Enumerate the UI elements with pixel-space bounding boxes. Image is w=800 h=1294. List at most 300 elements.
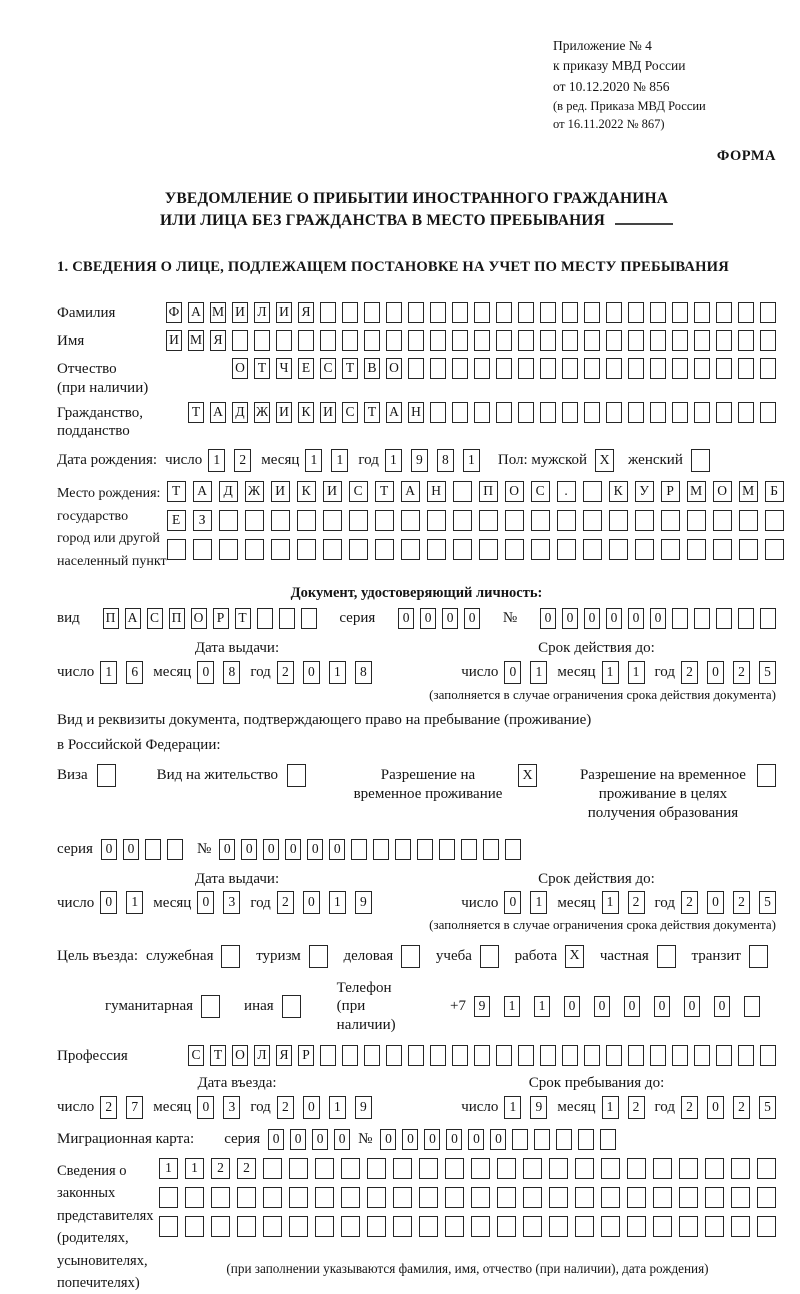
char-cell[interactable]: [512, 1129, 528, 1150]
char-cell[interactable]: [452, 330, 468, 351]
char-cell[interactable]: [609, 510, 628, 531]
char-cell[interactable]: [349, 510, 368, 531]
char-cell[interactable]: [496, 330, 512, 351]
char-cell[interactable]: [731, 1187, 750, 1208]
char-cell[interactable]: [430, 302, 446, 323]
char-cell[interactable]: Н: [408, 402, 424, 423]
char-cell[interactable]: [653, 1187, 672, 1208]
char-cell[interactable]: С: [349, 481, 368, 502]
char-cell[interactable]: [393, 1187, 412, 1208]
char-cell[interactable]: А: [193, 481, 212, 502]
char-cell[interactable]: 1: [530, 891, 547, 914]
purpose-rabota-checkbox[interactable]: X: [565, 945, 584, 968]
char-cell[interactable]: 2: [733, 891, 750, 914]
char-cell[interactable]: 0: [464, 608, 480, 629]
char-cell[interactable]: [739, 539, 758, 560]
char-cell[interactable]: [523, 1158, 542, 1179]
char-cell[interactable]: [496, 1045, 512, 1066]
char-cell[interactable]: 1: [385, 449, 402, 472]
char-cell[interactable]: П: [103, 608, 119, 629]
char-cell[interactable]: [320, 302, 336, 323]
char-cell[interactable]: [518, 358, 534, 379]
char-cell[interactable]: [439, 839, 455, 860]
char-cell[interactable]: [650, 330, 666, 351]
char-cell[interactable]: И: [232, 302, 248, 323]
char-cell[interactable]: [562, 302, 578, 323]
char-cell[interactable]: Т: [167, 481, 186, 502]
char-cell[interactable]: 0: [564, 996, 580, 1017]
char-cell[interactable]: [453, 481, 472, 502]
char-cell[interactable]: [606, 302, 622, 323]
char-cell[interactable]: И: [271, 481, 290, 502]
char-cell[interactable]: Е: [167, 510, 186, 531]
char-cell[interactable]: [323, 539, 342, 560]
char-cell[interactable]: 1: [602, 1096, 619, 1119]
char-cell[interactable]: 5: [759, 661, 776, 684]
char-cell[interactable]: [583, 539, 602, 560]
char-cell[interactable]: [211, 1216, 230, 1237]
purpose-turizm-checkbox[interactable]: [309, 945, 328, 968]
char-cell[interactable]: [584, 1045, 600, 1066]
purpose-tranzit-checkbox[interactable]: [749, 945, 768, 968]
char-cell[interactable]: [471, 1187, 490, 1208]
char-cell[interactable]: Т: [235, 608, 251, 629]
char-cell[interactable]: [289, 1216, 308, 1237]
char-cell[interactable]: К: [297, 481, 316, 502]
char-cell[interactable]: 2: [211, 1158, 230, 1179]
char-cell[interactable]: 0: [101, 839, 117, 860]
char-cell[interactable]: 5: [759, 1096, 776, 1119]
char-cell[interactable]: [496, 402, 512, 423]
char-cell[interactable]: П: [479, 481, 498, 502]
char-cell[interactable]: [419, 1187, 438, 1208]
char-cell[interactable]: [505, 839, 521, 860]
char-cell[interactable]: [694, 358, 710, 379]
char-cell[interactable]: У: [635, 481, 654, 502]
char-cell[interactable]: 0: [562, 608, 578, 629]
char-cell[interactable]: 7: [126, 1096, 143, 1119]
char-cell[interactable]: [254, 330, 270, 351]
char-cell[interactable]: [628, 358, 644, 379]
char-cell[interactable]: [497, 1158, 516, 1179]
char-cell[interactable]: [263, 1158, 282, 1179]
char-cell[interactable]: [349, 539, 368, 560]
char-cell[interactable]: 0: [654, 996, 670, 1017]
char-cell[interactable]: А: [386, 402, 402, 423]
char-cell[interactable]: Ж: [245, 481, 264, 502]
char-cell[interactable]: [523, 1187, 542, 1208]
char-cell[interactable]: [716, 330, 732, 351]
char-cell[interactable]: [430, 1045, 446, 1066]
char-cell[interactable]: 2: [277, 1096, 294, 1119]
char-cell[interactable]: [263, 1216, 282, 1237]
char-cell[interactable]: [601, 1187, 620, 1208]
char-cell[interactable]: [452, 358, 468, 379]
char-cell[interactable]: [342, 302, 358, 323]
char-cell[interactable]: [694, 608, 710, 629]
char-cell[interactable]: [453, 539, 472, 560]
char-cell[interactable]: [474, 1045, 490, 1066]
char-cell[interactable]: 2: [277, 891, 294, 914]
char-cell[interactable]: З: [193, 510, 212, 531]
char-cell[interactable]: [738, 330, 754, 351]
char-cell[interactable]: 0: [290, 1129, 306, 1150]
char-cell[interactable]: [760, 330, 776, 351]
char-cell[interactable]: [453, 510, 472, 531]
char-cell[interactable]: П: [169, 608, 185, 629]
char-cell[interactable]: [687, 510, 706, 531]
char-cell[interactable]: 0: [504, 891, 521, 914]
char-cell[interactable]: М: [188, 330, 204, 351]
char-cell[interactable]: 0: [197, 891, 214, 914]
char-cell[interactable]: [557, 539, 576, 560]
char-cell[interactable]: Ж: [254, 402, 270, 423]
char-cell[interactable]: [386, 302, 402, 323]
char-cell[interactable]: [606, 330, 622, 351]
char-cell[interactable]: [276, 330, 292, 351]
char-cell[interactable]: [653, 1158, 672, 1179]
char-cell[interactable]: [497, 1187, 516, 1208]
char-cell[interactable]: И: [323, 481, 342, 502]
char-cell[interactable]: [430, 402, 446, 423]
char-cell[interactable]: [606, 1045, 622, 1066]
temp-residence-edu-checkbox[interactable]: [757, 764, 776, 787]
char-cell[interactable]: [716, 1045, 732, 1066]
char-cell[interactable]: [540, 302, 556, 323]
char-cell[interactable]: 0: [490, 1129, 506, 1150]
char-cell[interactable]: 0: [684, 996, 700, 1017]
char-cell[interactable]: [375, 539, 394, 560]
char-cell[interactable]: [672, 608, 688, 629]
char-cell[interactable]: [575, 1158, 594, 1179]
char-cell[interactable]: [556, 1129, 572, 1150]
char-cell[interactable]: Я: [210, 330, 226, 351]
char-cell[interactable]: С: [531, 481, 550, 502]
char-cell[interactable]: 8: [437, 449, 454, 472]
char-cell[interactable]: 0: [707, 891, 724, 914]
char-cell[interactable]: [661, 539, 680, 560]
char-cell[interactable]: [386, 1045, 402, 1066]
char-cell[interactable]: 0: [197, 661, 214, 684]
char-cell[interactable]: [531, 510, 550, 531]
char-cell[interactable]: [271, 539, 290, 560]
char-cell[interactable]: [315, 1187, 334, 1208]
char-cell[interactable]: М: [687, 481, 706, 502]
char-cell[interactable]: О: [232, 358, 248, 379]
char-cell[interactable]: [367, 1158, 386, 1179]
char-cell[interactable]: 0: [594, 996, 610, 1017]
char-cell[interactable]: [757, 1187, 776, 1208]
char-cell[interactable]: [408, 330, 424, 351]
char-cell[interactable]: М: [210, 302, 226, 323]
char-cell[interactable]: 0: [624, 996, 640, 1017]
char-cell[interactable]: С: [188, 1045, 204, 1066]
char-cell[interactable]: [367, 1216, 386, 1237]
char-cell[interactable]: [518, 330, 534, 351]
char-cell[interactable]: 0: [714, 996, 730, 1017]
char-cell[interactable]: 0: [268, 1129, 284, 1150]
char-cell[interactable]: 0: [424, 1129, 440, 1150]
char-cell[interactable]: А: [401, 481, 420, 502]
char-cell[interactable]: Ф: [166, 302, 182, 323]
char-cell[interactable]: 2: [100, 1096, 117, 1119]
char-cell[interactable]: [549, 1187, 568, 1208]
char-cell[interactable]: [373, 839, 389, 860]
char-cell[interactable]: [289, 1158, 308, 1179]
char-cell[interactable]: [738, 608, 754, 629]
char-cell[interactable]: К: [298, 402, 314, 423]
char-cell[interactable]: [232, 330, 248, 351]
char-cell[interactable]: [760, 302, 776, 323]
char-cell[interactable]: [628, 302, 644, 323]
char-cell[interactable]: [245, 539, 264, 560]
char-cell[interactable]: [497, 1216, 516, 1237]
char-cell[interactable]: [367, 1187, 386, 1208]
char-cell[interactable]: [505, 510, 524, 531]
char-cell[interactable]: [584, 402, 600, 423]
char-cell[interactable]: [219, 539, 238, 560]
char-cell[interactable]: .: [557, 481, 576, 502]
purpose-inaya-checkbox[interactable]: [282, 995, 301, 1018]
char-cell[interactable]: [534, 1129, 550, 1150]
char-cell[interactable]: [635, 510, 654, 531]
char-cell[interactable]: [351, 839, 367, 860]
char-cell[interactable]: [452, 1045, 468, 1066]
char-cell[interactable]: [650, 302, 666, 323]
char-cell[interactable]: [342, 1045, 358, 1066]
char-cell[interactable]: [760, 1045, 776, 1066]
char-cell[interactable]: 0: [584, 608, 600, 629]
char-cell[interactable]: [650, 1045, 666, 1066]
char-cell[interactable]: 0: [380, 1129, 396, 1150]
char-cell[interactable]: [716, 358, 732, 379]
char-cell[interactable]: Л: [254, 1045, 270, 1066]
char-cell[interactable]: [672, 402, 688, 423]
char-cell[interactable]: Р: [298, 1045, 314, 1066]
char-cell[interactable]: 8: [355, 661, 372, 684]
char-cell[interactable]: Я: [298, 302, 314, 323]
char-cell[interactable]: [461, 839, 477, 860]
char-cell[interactable]: [145, 839, 161, 860]
char-cell[interactable]: [575, 1216, 594, 1237]
char-cell[interactable]: [584, 302, 600, 323]
char-cell[interactable]: Т: [210, 1045, 226, 1066]
char-cell[interactable]: 2: [681, 1096, 698, 1119]
char-cell[interactable]: [562, 402, 578, 423]
char-cell[interactable]: Т: [364, 402, 380, 423]
char-cell[interactable]: [474, 302, 490, 323]
char-cell[interactable]: [627, 1216, 646, 1237]
char-cell[interactable]: [583, 510, 602, 531]
char-cell[interactable]: [716, 302, 732, 323]
purpose-chastnaya-checkbox[interactable]: [657, 945, 676, 968]
char-cell[interactable]: [731, 1158, 750, 1179]
char-cell[interactable]: [694, 302, 710, 323]
char-cell[interactable]: 2: [237, 1158, 256, 1179]
char-cell[interactable]: [417, 839, 433, 860]
char-cell[interactable]: [364, 1045, 380, 1066]
purpose-gumanitarnaya-checkbox[interactable]: [201, 995, 220, 1018]
char-cell[interactable]: [760, 402, 776, 423]
char-cell[interactable]: [760, 358, 776, 379]
char-cell[interactable]: [237, 1216, 256, 1237]
char-cell[interactable]: [518, 302, 534, 323]
char-cell[interactable]: [661, 510, 680, 531]
char-cell[interactable]: 1: [100, 661, 117, 684]
char-cell[interactable]: 5: [759, 891, 776, 914]
char-cell[interactable]: [531, 539, 550, 560]
char-cell[interactable]: С: [147, 608, 163, 629]
char-cell[interactable]: 0: [303, 1096, 320, 1119]
char-cell[interactable]: 2: [733, 1096, 750, 1119]
char-cell[interactable]: [601, 1158, 620, 1179]
char-cell[interactable]: 0: [606, 608, 622, 629]
char-cell[interactable]: [471, 1216, 490, 1237]
char-cell[interactable]: [716, 402, 732, 423]
char-cell[interactable]: А: [188, 302, 204, 323]
char-cell[interactable]: [445, 1158, 464, 1179]
char-cell[interactable]: [518, 402, 534, 423]
char-cell[interactable]: [562, 358, 578, 379]
char-cell[interactable]: 0: [707, 1096, 724, 1119]
char-cell[interactable]: Р: [661, 481, 680, 502]
char-cell[interactable]: [297, 510, 316, 531]
char-cell[interactable]: [672, 358, 688, 379]
char-cell[interactable]: [549, 1158, 568, 1179]
char-cell[interactable]: [765, 510, 784, 531]
char-cell[interactable]: [705, 1158, 724, 1179]
char-cell[interactable]: [650, 358, 666, 379]
char-cell[interactable]: 0: [219, 839, 235, 860]
char-cell[interactable]: [342, 330, 358, 351]
char-cell[interactable]: 0: [312, 1129, 328, 1150]
char-cell[interactable]: [298, 330, 314, 351]
char-cell[interactable]: 1: [463, 449, 480, 472]
char-cell[interactable]: [323, 510, 342, 531]
char-cell[interactable]: [483, 839, 499, 860]
char-cell[interactable]: В: [364, 358, 380, 379]
char-cell[interactable]: 1: [208, 449, 225, 472]
char-cell[interactable]: 3: [223, 1096, 240, 1119]
char-cell[interactable]: 0: [442, 608, 458, 629]
char-cell[interactable]: [386, 330, 402, 351]
temp-residence-checkbox[interactable]: X: [518, 764, 537, 787]
char-cell[interactable]: [401, 539, 420, 560]
char-cell[interactable]: 0: [707, 661, 724, 684]
char-cell[interactable]: 0: [307, 839, 323, 860]
char-cell[interactable]: 0: [446, 1129, 462, 1150]
char-cell[interactable]: [679, 1158, 698, 1179]
residence-permit-checkbox[interactable]: [287, 764, 306, 787]
char-cell[interactable]: [159, 1216, 178, 1237]
char-cell[interactable]: [219, 510, 238, 531]
sex-female-checkbox[interactable]: [691, 449, 710, 472]
char-cell[interactable]: [263, 1187, 282, 1208]
char-cell[interactable]: [301, 608, 317, 629]
char-cell[interactable]: 0: [241, 839, 257, 860]
char-cell[interactable]: К: [609, 481, 628, 502]
char-cell[interactable]: [765, 539, 784, 560]
char-cell[interactable]: [430, 358, 446, 379]
char-cell[interactable]: 9: [411, 449, 428, 472]
char-cell[interactable]: Т: [342, 358, 358, 379]
char-cell[interactable]: [713, 510, 732, 531]
char-cell[interactable]: [471, 1158, 490, 1179]
char-cell[interactable]: [687, 539, 706, 560]
char-cell[interactable]: [505, 539, 524, 560]
char-cell[interactable]: [713, 539, 732, 560]
char-cell[interactable]: [185, 1187, 204, 1208]
char-cell[interactable]: О: [713, 481, 732, 502]
char-cell[interactable]: Р: [213, 608, 229, 629]
char-cell[interactable]: И: [276, 402, 292, 423]
char-cell[interactable]: [408, 358, 424, 379]
char-cell[interactable]: И: [166, 330, 182, 351]
char-cell[interactable]: 1: [329, 1096, 346, 1119]
char-cell[interactable]: [320, 1045, 336, 1066]
char-cell[interactable]: А: [210, 402, 226, 423]
char-cell[interactable]: 0: [123, 839, 139, 860]
char-cell[interactable]: [760, 608, 776, 629]
char-cell[interactable]: 1: [628, 661, 645, 684]
char-cell[interactable]: 0: [329, 839, 345, 860]
char-cell[interactable]: [738, 358, 754, 379]
char-cell[interactable]: [628, 1045, 644, 1066]
char-cell[interactable]: 0: [303, 891, 320, 914]
char-cell[interactable]: И: [320, 402, 336, 423]
char-cell[interactable]: [744, 996, 760, 1017]
char-cell[interactable]: 0: [285, 839, 301, 860]
char-cell[interactable]: 2: [681, 891, 698, 914]
char-cell[interactable]: [496, 358, 512, 379]
char-cell[interactable]: 1: [534, 996, 550, 1017]
char-cell[interactable]: 0: [197, 1096, 214, 1119]
char-cell[interactable]: 9: [530, 1096, 547, 1119]
char-cell[interactable]: [694, 330, 710, 351]
char-cell[interactable]: [523, 1216, 542, 1237]
char-cell[interactable]: Е: [298, 358, 314, 379]
char-cell[interactable]: [672, 302, 688, 323]
char-cell[interactable]: 0: [398, 608, 414, 629]
char-cell[interactable]: [341, 1216, 360, 1237]
char-cell[interactable]: [245, 510, 264, 531]
char-cell[interactable]: О: [386, 358, 402, 379]
char-cell[interactable]: [584, 358, 600, 379]
char-cell[interactable]: [518, 1045, 534, 1066]
char-cell[interactable]: [540, 330, 556, 351]
char-cell[interactable]: 3: [223, 891, 240, 914]
char-cell[interactable]: [211, 1187, 230, 1208]
char-cell[interactable]: [606, 358, 622, 379]
char-cell[interactable]: [583, 481, 602, 502]
char-cell[interactable]: [159, 1187, 178, 1208]
char-cell[interactable]: 0: [504, 661, 521, 684]
char-cell[interactable]: [445, 1216, 464, 1237]
char-cell[interactable]: [237, 1187, 256, 1208]
char-cell[interactable]: [430, 330, 446, 351]
char-cell[interactable]: 9: [474, 996, 490, 1017]
char-cell[interactable]: [738, 302, 754, 323]
char-cell[interactable]: [479, 510, 498, 531]
char-cell[interactable]: 2: [234, 449, 251, 472]
char-cell[interactable]: [705, 1187, 724, 1208]
char-cell[interactable]: 2: [277, 661, 294, 684]
char-cell[interactable]: Л: [254, 302, 270, 323]
char-cell[interactable]: А: [125, 608, 141, 629]
char-cell[interactable]: [694, 1045, 710, 1066]
char-cell[interactable]: 6: [126, 661, 143, 684]
char-cell[interactable]: [496, 302, 512, 323]
